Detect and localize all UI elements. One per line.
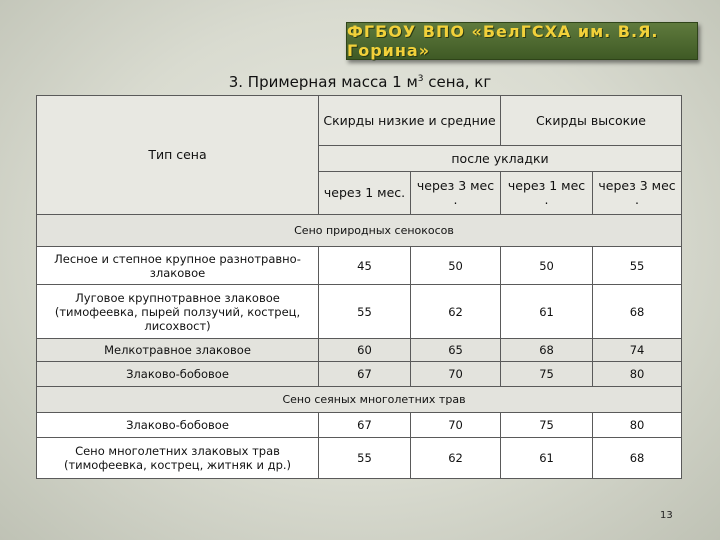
- cell-value: 55: [319, 438, 411, 479]
- table-title-suffix: сена, кг: [423, 73, 492, 91]
- cell-value: 61: [501, 285, 593, 339]
- row-label: Лесное и степное крупное разнотравно-злаковое: [37, 247, 319, 285]
- institution-name: ФГБОУ ВПО «БелГСХА им. В.Я. Горина»: [347, 22, 659, 60]
- cell-value: 67: [319, 413, 411, 438]
- sub-col-header: через 1 мес .: [501, 172, 593, 215]
- row-label: Злаково-бобовое: [37, 362, 319, 387]
- row-label: Мелкотравное злаковое: [37, 339, 319, 362]
- cell-value: 55: [593, 247, 682, 285]
- hay-type-header: Тип сена: [37, 96, 319, 215]
- sub-col-header: через 3 мес .: [411, 172, 501, 215]
- row-label: Сено многолетних злаковых трав (тимофеевка, кострец, житняк и др.): [37, 438, 319, 479]
- table-title-superscript: 3: [417, 74, 424, 84]
- cell-value: 68: [501, 339, 593, 362]
- cell-value: 50: [411, 247, 501, 285]
- table-title-prefix: 3. Примерная масса 1 м: [228, 73, 418, 91]
- cell-value: 75: [501, 413, 593, 438]
- cell-value: 61: [501, 438, 593, 479]
- sub-col-header: через 1 мес.: [319, 172, 411, 215]
- cell-value: 74: [593, 339, 682, 362]
- section-header: [37, 215, 682, 247]
- cell-value: 65: [411, 339, 501, 362]
- cell-value: 45: [319, 247, 411, 285]
- high-stacks-header: Скирды высокие: [501, 96, 682, 146]
- cell-value: 70: [411, 413, 501, 438]
- cell-value: 60: [319, 339, 411, 362]
- table-title: [0, 73, 720, 91]
- cell-value: 75: [501, 362, 593, 387]
- cell-value: 80: [593, 362, 682, 387]
- institution-banner: [346, 22, 698, 60]
- cell-value: 55: [319, 285, 411, 339]
- page-number: 13: [660, 510, 673, 521]
- cell-value: 50: [501, 247, 593, 285]
- section-header: [37, 387, 682, 413]
- cell-value: 80: [593, 413, 682, 438]
- low-stacks-header: Скирды низкие и средние: [319, 96, 501, 146]
- row-label: Луговое крупнотравное злаковое (тимофеевка, пырей ползучий, кострец, лисохвост): [37, 285, 319, 339]
- section-title: Сено сеяных многолетних трав: [282, 392, 466, 406]
- cell-value: 62: [411, 438, 501, 479]
- cell-value: 68: [593, 285, 682, 339]
- cell-value: 62: [411, 285, 501, 339]
- hay-mass-table: [36, 95, 682, 479]
- row-label: Злаково-бобовое: [37, 413, 319, 438]
- section-title: Сено природных сенокосов: [294, 223, 454, 237]
- cell-value: 67: [319, 362, 411, 387]
- cell-value: 70: [411, 362, 501, 387]
- sub-col-header: через 3 мес .: [593, 172, 682, 215]
- after-stacking-header: после укладки: [319, 146, 682, 172]
- cell-value: 68: [593, 438, 682, 479]
